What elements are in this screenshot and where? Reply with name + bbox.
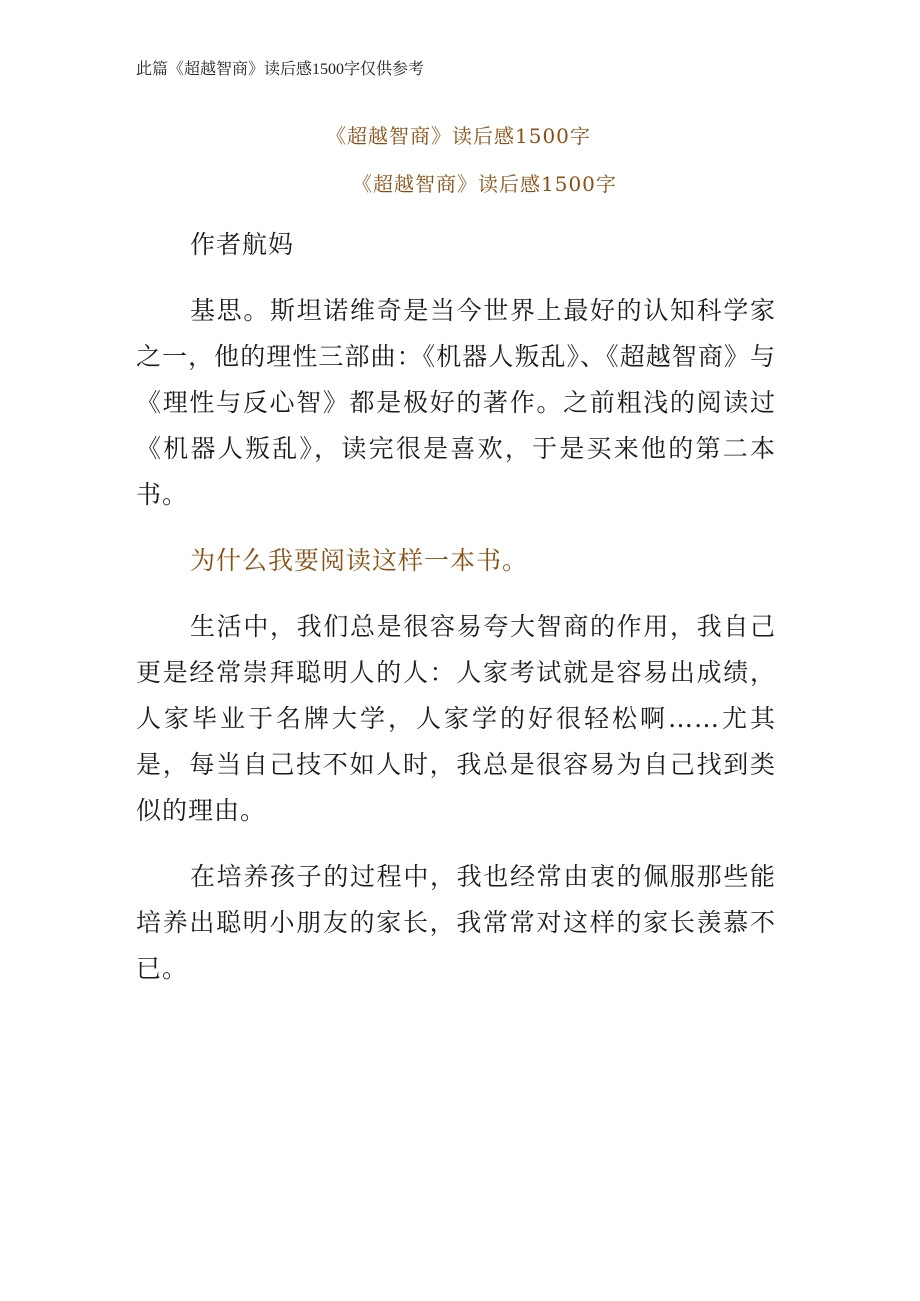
header-note: 此篇《超越智商》读后感1500字仅供参考 <box>136 61 425 78</box>
paragraph-life: 生活中，我们总是很容易夸大智商的作用，我自己更是经常崇拜聪明人的人：人家考试就是容易出成绩，人家毕业于名牌大学，人家学的好很轻松啊……尤其是，每当自己技不如人时，我总是很容易为自己找到类似的理由。 <box>136 612 776 825</box>
document-title: 《超越智商》读后感1500字 <box>326 124 591 148</box>
paragraph-parenting: 在培养孩子的过程中，我也经常由衷的佩服那些能培养出聪明小朋友的家长，我常常对这样的家长羡慕不已。 <box>136 862 776 983</box>
author-line: 作者航妈 <box>190 230 295 259</box>
document-subtitle: 《超越智商》读后感1500字 <box>352 172 617 196</box>
paragraph-intro: 基思。斯坦诺维奇是当今世界上最好的认知科学家之一，他的理性三部曲：《机器人叛乱》、《超越智商》与《理性与反心智》都是极好的著作。之前粗浅的阅读过《机器人叛乱》，读完很是喜欢，于是买来他的第二本书。 <box>136 296 776 509</box>
section-heading: 为什么我要阅读这样一本书。 <box>190 546 529 575</box>
